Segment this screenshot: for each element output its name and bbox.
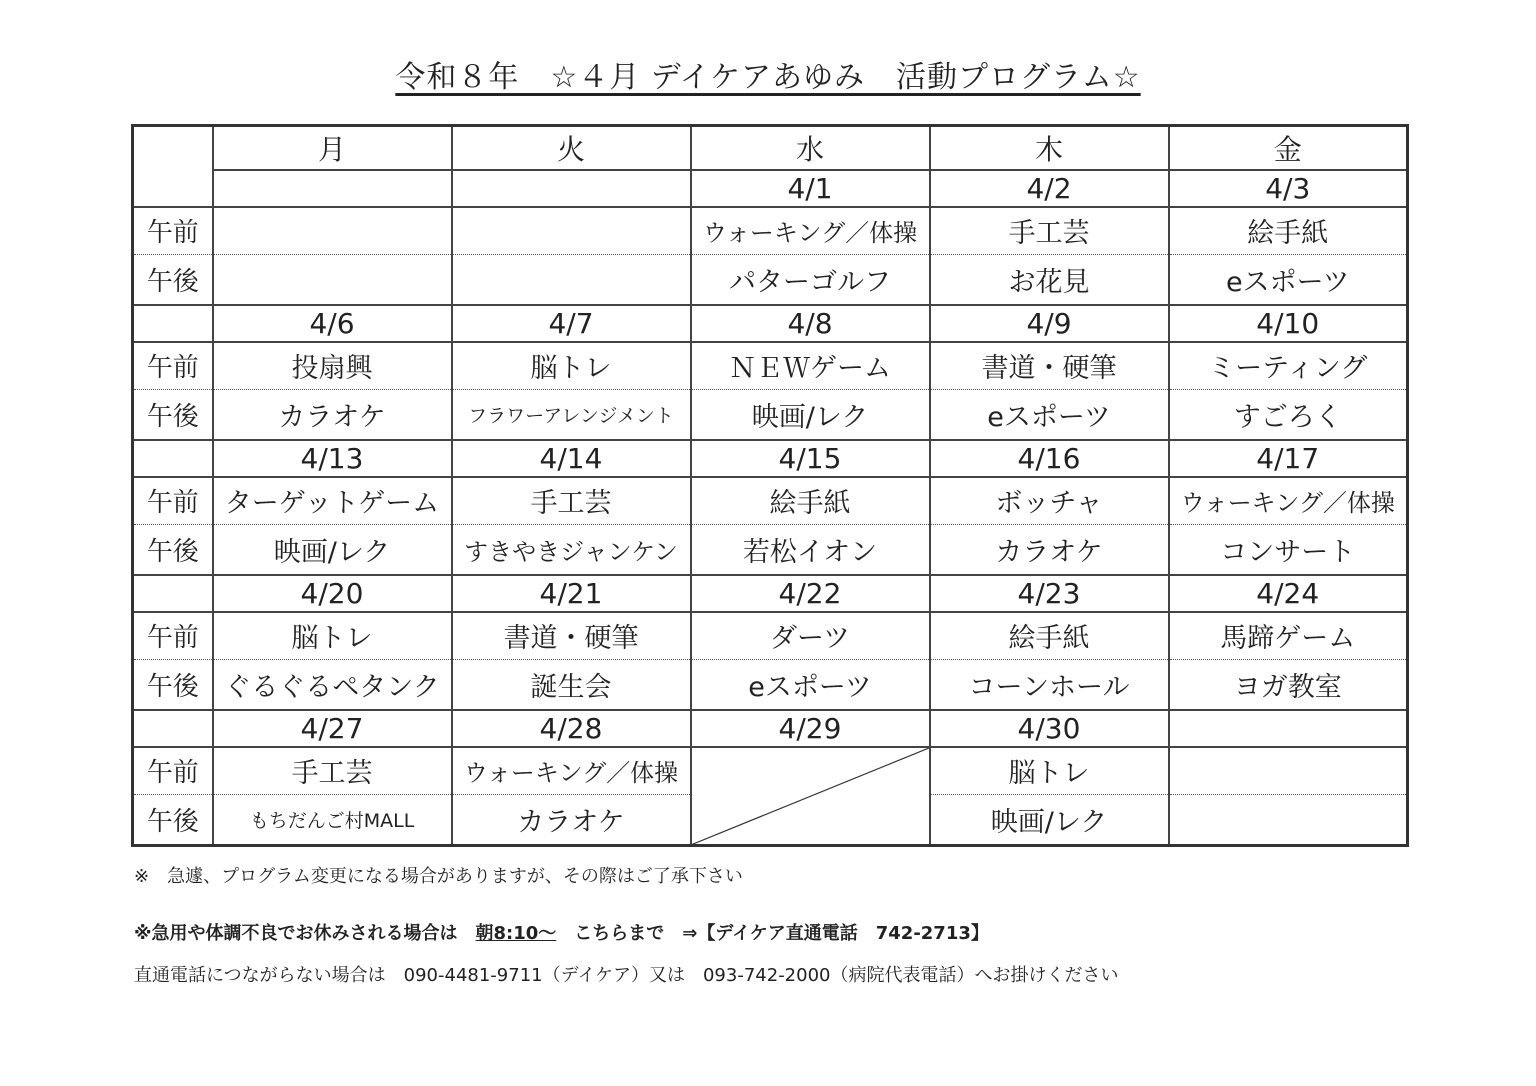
activity-cell: 脳トレ [452, 342, 691, 390]
activity-cell: フラワーアレンジメント [452, 389, 691, 440]
activity-cell: eスポーツ [691, 659, 930, 710]
date-cell: 4/8 [691, 305, 930, 342]
date-row [133, 710, 1408, 747]
activity-cell [452, 254, 691, 305]
date-row-label-cell [133, 575, 213, 612]
date-cell: 4/28 [452, 710, 691, 747]
date-cell: 4/23 [930, 575, 1169, 612]
closed-day-cell [691, 747, 930, 846]
activity-cell: カラオケ [213, 389, 452, 440]
pm-label: 午後 [133, 524, 213, 575]
activity-cell [213, 207, 452, 255]
activity-cell: お花見 [930, 254, 1169, 305]
pm-row [133, 254, 1408, 305]
activity-cell: 脳トレ [213, 612, 452, 660]
activity-cell: ウォーキング／体操 [691, 207, 930, 255]
activity-cell: カラオケ [452, 794, 691, 845]
schedule-table [131, 124, 1409, 847]
activity-cell: ＮＥＷゲーム [691, 342, 930, 390]
am-row [133, 747, 1408, 795]
activity-cell: 絵手紙 [930, 612, 1169, 660]
activity-cell: 馬蹄ゲーム [1169, 612, 1408, 660]
activity-cell: 手工芸 [930, 207, 1169, 255]
contact-time: 朝8:10～ [475, 923, 557, 944]
am-label: 午前 [133, 207, 213, 255]
date-cell: 4/3 [1169, 170, 1408, 207]
date-cell: 4/9 [930, 305, 1169, 342]
date-cell: 4/16 [930, 440, 1169, 477]
activity-cell: ミーティング [1169, 342, 1408, 390]
date-cell: 4/24 [1169, 575, 1408, 612]
date-row [133, 440, 1408, 477]
activity-cell: 投扇興 [213, 342, 452, 390]
absence-contact-notice [134, 919, 989, 945]
activity-cell: コーンホール [930, 659, 1169, 710]
date-cell: 4/7 [452, 305, 691, 342]
am-label: 午前 [133, 342, 213, 390]
activity-cell: eスポーツ [1169, 254, 1408, 305]
absence-contact-prefix: ※急用や体調不良でお休みされる場合は [134, 923, 458, 944]
date-cell: 4/22 [691, 575, 930, 612]
fallback-contact-notice: 直通電話につながらない場合は 090-4481-9711（デイケア）又は 093-742-2000（病院代表電話）へお掛けください [134, 965, 1119, 986]
pm-label: 午後 [133, 389, 213, 440]
am-label: 午前 [133, 612, 213, 660]
date-cell: 4/27 [213, 710, 452, 747]
date-cell: 4/10 [1169, 305, 1408, 342]
activity-cell: 手工芸 [213, 747, 452, 795]
date-cell: 4/1 [691, 170, 930, 207]
activity-cell: すきやきジャンケン [452, 524, 691, 575]
am-row [133, 612, 1408, 660]
activity-cell: 手工芸 [452, 477, 691, 525]
date-row [133, 575, 1408, 612]
date-cell [452, 170, 691, 207]
activity-cell: もちだんご村MALL [213, 794, 452, 845]
date-row-label-cell [133, 440, 213, 477]
weekday-header: 水 [691, 126, 930, 170]
activity-cell: ぐるぐるペタンク [213, 659, 452, 710]
activity-cell: 絵手紙 [691, 477, 930, 525]
activity-cell: パターゴルフ [691, 254, 930, 305]
date-cell: 4/20 [213, 575, 452, 612]
date-cell: 4/13 [213, 440, 452, 477]
date-cell [1169, 710, 1408, 747]
weekday-header: 木 [930, 126, 1169, 170]
activity-cell: ウォーキング／体操 [1169, 477, 1408, 525]
activity-cell: eスポーツ [930, 389, 1169, 440]
pm-row [133, 659, 1408, 710]
activity-cell [452, 207, 691, 255]
activity-cell: ウォーキング／体操 [452, 747, 691, 795]
am-row [133, 342, 1408, 390]
am-label: 午前 [133, 747, 213, 795]
activity-cell: 映画/レク [691, 389, 930, 440]
activity-cell: すごろく [1169, 389, 1408, 440]
corner-cell [133, 126, 213, 207]
change-notice: ※ 急遽、プログラム変更になる場合がありますが、その際はご了承下さい [134, 866, 743, 887]
activity-cell: 書道・硬筆 [930, 342, 1169, 390]
activity-cell: ダーツ [691, 612, 930, 660]
activity-cell: ターゲットゲーム [213, 477, 452, 525]
activity-cell: 若松イオン [691, 524, 930, 575]
weekday-header-row [133, 126, 1408, 170]
date-cell: 4/15 [691, 440, 930, 477]
date-cell: 4/14 [452, 440, 691, 477]
date-cell: 4/21 [452, 575, 691, 612]
page-title [0, 52, 1536, 96]
activity-cell: カラオケ [930, 524, 1169, 575]
activity-cell: 脳トレ [930, 747, 1169, 795]
activity-cell: コンサート [1169, 524, 1408, 575]
diagonal-line [692, 748, 929, 844]
activity-cell: 映画/レク [213, 524, 452, 575]
activity-cell: 誕生会 [452, 659, 691, 710]
pm-row [133, 524, 1408, 575]
pm-label: 午後 [133, 659, 213, 710]
activity-cell [1169, 794, 1408, 845]
activity-cell: 映画/レク [930, 794, 1169, 845]
pm-row [133, 389, 1408, 440]
activity-cell: ヨガ教室 [1169, 659, 1408, 710]
date-row-label-cell [133, 305, 213, 342]
am-row [133, 477, 1408, 525]
date-row [133, 170, 1408, 207]
weekday-header: 火 [452, 126, 691, 170]
page-title-text: 令和８年 ☆４月 デイケアあゆみ 活動プログラム☆ [395, 60, 1141, 95]
activity-cell: ボッチャ [930, 477, 1169, 525]
weekday-header: 月 [213, 126, 452, 170]
pm-label: 午後 [133, 794, 213, 845]
date-row [133, 305, 1408, 342]
am-row [133, 207, 1408, 255]
date-cell: 4/17 [1169, 440, 1408, 477]
date-cell [213, 170, 452, 207]
date-cell: 4/2 [930, 170, 1169, 207]
date-cell: 4/30 [930, 710, 1169, 747]
activity-cell [1169, 747, 1408, 795]
weekday-header: 金 [1169, 126, 1408, 170]
activity-cell [213, 254, 452, 305]
activity-cell: 書道・硬筆 [452, 612, 691, 660]
date-cell: 4/6 [213, 305, 452, 342]
daycare-phone: こちらまで ⇒【デイケア直通電話 742-2713】 [574, 923, 989, 944]
activity-cell: 絵手紙 [1169, 207, 1408, 255]
am-label: 午前 [133, 477, 213, 525]
pm-label: 午後 [133, 254, 213, 305]
date-row-label-cell [133, 710, 213, 747]
date-cell: 4/29 [691, 710, 930, 747]
